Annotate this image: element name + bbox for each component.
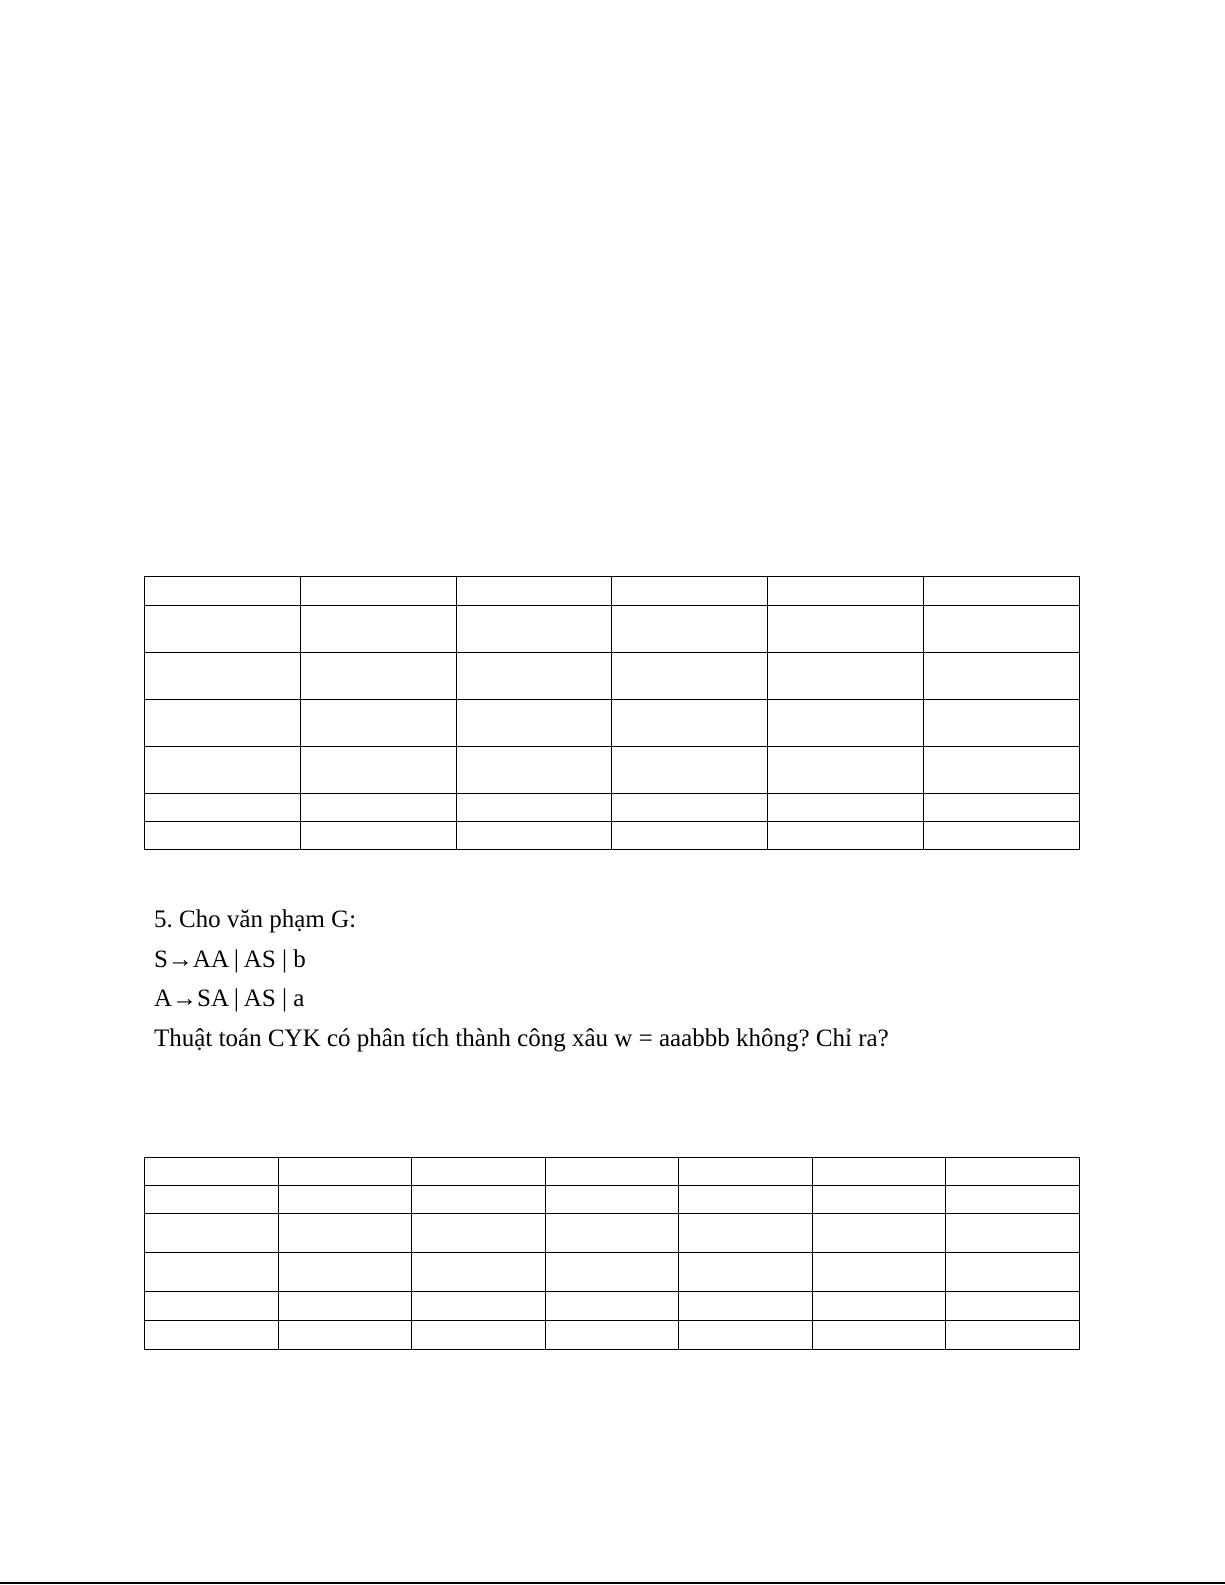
table-cell [278, 1214, 412, 1253]
table-cell [924, 822, 1080, 850]
table-cell [278, 1186, 412, 1214]
table-row [145, 1292, 1080, 1321]
table-cell [145, 794, 301, 822]
table-cell [924, 577, 1080, 606]
table-cell [946, 1321, 1080, 1350]
table-cell [924, 747, 1080, 794]
table-cell [812, 1292, 946, 1321]
table-cell [300, 653, 456, 700]
table-cell [812, 1214, 946, 1253]
table-row [145, 794, 1080, 822]
table-cell [545, 1214, 679, 1253]
table-cell [456, 606, 612, 653]
table-cell [768, 747, 924, 794]
table-cell [768, 700, 924, 747]
table-cell [768, 794, 924, 822]
table-cell [145, 1321, 279, 1350]
page-bottom-rule [0, 1582, 1225, 1584]
table-cell [924, 606, 1080, 653]
cyk-table-1 [144, 576, 1080, 850]
table-cell [456, 577, 612, 606]
table-cell [545, 1158, 679, 1186]
table-cell [612, 822, 768, 850]
table-row [145, 1321, 1080, 1350]
table-row [145, 822, 1080, 850]
table-cell [300, 606, 456, 653]
table-cell [612, 747, 768, 794]
table-cell [412, 1158, 546, 1186]
table-row [145, 1158, 1080, 1186]
table-cell [924, 653, 1080, 700]
table-cell [812, 1158, 946, 1186]
table-cell [679, 1253, 813, 1292]
table-cell [612, 700, 768, 747]
table-cell [946, 1253, 1080, 1292]
table-cell [545, 1253, 679, 1292]
table-cell [946, 1186, 1080, 1214]
table-cell [612, 577, 768, 606]
table-row [145, 577, 1080, 606]
cyk-table-2 [144, 1157, 1080, 1350]
table-cell [145, 1186, 279, 1214]
table-cell [768, 577, 924, 606]
table-cell [946, 1292, 1080, 1321]
table-row [145, 1253, 1080, 1292]
table-cell [145, 700, 301, 747]
table-cell [278, 1158, 412, 1186]
table-cell [456, 822, 612, 850]
table-cell [456, 794, 612, 822]
table-cell [946, 1214, 1080, 1253]
table-cell [456, 700, 612, 747]
table-cell [456, 653, 612, 700]
table-cell [145, 1158, 279, 1186]
table-cell [612, 794, 768, 822]
table-cell [145, 747, 301, 794]
table-cell [812, 1253, 946, 1292]
table-cell [145, 1292, 279, 1321]
table-cell [145, 606, 301, 653]
question-5 [154, 900, 889, 1058]
table-cell [300, 794, 456, 822]
grammar-rule-s: S→AA | AS | b [154, 945, 306, 973]
table-cell [679, 1214, 813, 1253]
table-cell [412, 1292, 546, 1321]
table-cell [768, 822, 924, 850]
table-cell [145, 577, 301, 606]
table-row [145, 606, 1080, 653]
table-cell [412, 1186, 546, 1214]
table-cell [278, 1253, 412, 1292]
table-cell [300, 822, 456, 850]
table-cell [612, 653, 768, 700]
table-row [145, 1186, 1080, 1214]
table-cell [145, 822, 301, 850]
table-cell [412, 1214, 546, 1253]
table-cell [812, 1321, 946, 1350]
grammar-rule-a: A→SA | AS | a [154, 985, 305, 1012]
question-heading: 5. Cho văn phạm G: [154, 906, 357, 933]
table-cell [412, 1321, 546, 1350]
table-cell [679, 1321, 813, 1350]
table-row [145, 1214, 1080, 1253]
table-cell [278, 1292, 412, 1321]
table-cell [456, 747, 612, 794]
table-cell [679, 1158, 813, 1186]
table-row [145, 653, 1080, 700]
table-cell [924, 700, 1080, 747]
table-row [145, 700, 1080, 747]
table-cell [612, 606, 768, 653]
table-cell [768, 606, 924, 653]
table-cell [300, 700, 456, 747]
table-cell [278, 1321, 412, 1350]
table-cell [300, 577, 456, 606]
table-cell [812, 1186, 946, 1214]
table-cell [412, 1253, 546, 1292]
table-cell [946, 1158, 1080, 1186]
table-cell [545, 1321, 679, 1350]
table-cell [768, 653, 924, 700]
table-cell [924, 794, 1080, 822]
table-cell [545, 1292, 679, 1321]
table-cell [545, 1186, 679, 1214]
table-cell [300, 747, 456, 794]
table-cell [145, 1214, 279, 1253]
table-cell [145, 1253, 279, 1292]
table-cell [145, 653, 301, 700]
question-prompt: Thuật toán CYK có phân tích thành công xâu w = aaabbb không? Chỉ ra? [154, 1024, 889, 1052]
table-row [145, 747, 1080, 794]
table-cell [679, 1186, 813, 1214]
table-cell [679, 1292, 813, 1321]
